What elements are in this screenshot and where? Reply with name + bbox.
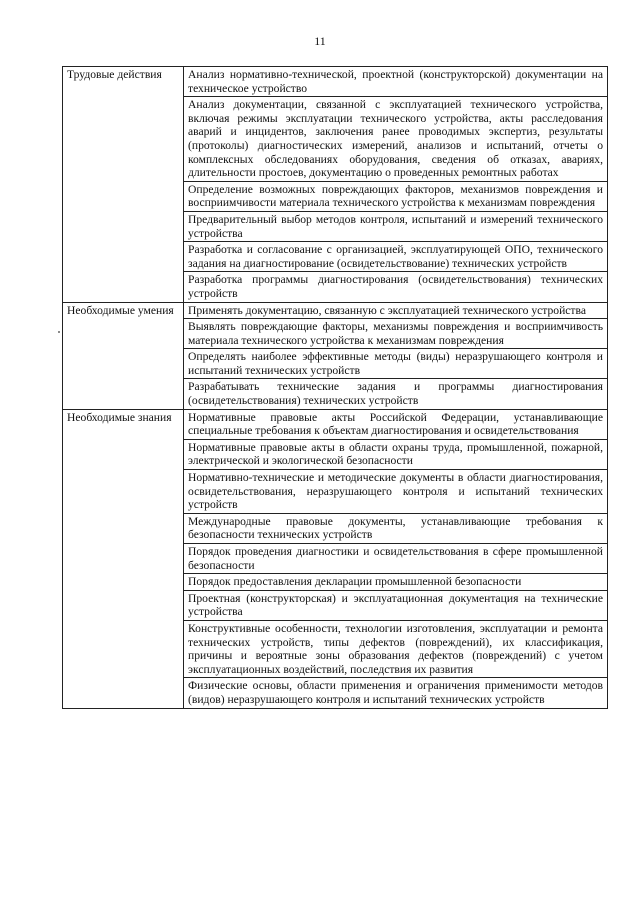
requirement-text: Нормативные правовые акты Российской Федерации, устанавливающие специальные требования к объектам диагностирования и освидетельствования xyxy=(184,409,608,439)
requirement-text: Применять документацию, связанную с эксплуатацией технического устройства xyxy=(184,302,608,319)
requirement-text: Предварительный выбор методов контроля, испытаний и измерений технического устройства xyxy=(184,211,608,241)
requirement-text: Физические основы, области применения и ограничения применимости методов (видов) неразрушающего контроля и испытаний технических устройств xyxy=(184,678,608,708)
section-label-required-knowledge: Необходимые знания xyxy=(63,409,184,708)
qualification-table-body xyxy=(63,67,608,709)
requirement-text: Нормативно-технические и методические документы в области диагностирования, освидетельствования, неразрушающего контроля и испытаний технических устройств xyxy=(184,470,608,514)
requirement-text: Определение возможных повреждающих факторов, механизмов повреждения и восприимчивости материала технического устройства к механизмам повреждения xyxy=(184,181,608,211)
section-label-required-skills: Необходимые умения xyxy=(63,302,184,409)
requirement-text: Разработка программы диагностирования (освидетельствования) технических устройств xyxy=(184,272,608,302)
section-label-labor-actions: Трудовые действия xyxy=(63,67,184,303)
table-row xyxy=(63,302,608,319)
requirement-text: Разработка и согласование с организацией, эксплуатирующей ОПО, технического задания на диагностирование (освидетельствование) технических устройств xyxy=(184,242,608,272)
requirement-text: Международные правовые документы, устанавливающие требования к безопасности технических устройств xyxy=(184,513,608,543)
table-row xyxy=(63,409,608,439)
scan-speck xyxy=(58,331,60,333)
requirement-text: Проектная (конструкторская) и эксплуатационная документация на технические устройства xyxy=(184,590,608,620)
requirement-text: Анализ документации, связанной с эксплуатацией технического устройства, включая режимы эксплуатации технического устройства, акты расследования аварий и инцидентов, заключения ранее проводимых экспертиз, результаты (протоколы) диагностических измерений, анализов и испытаний, отчеты о комплексных обследованиях оборудования, сведения об отказах, авариях, длительности простоев, документацию о проведенных ремонтных работах xyxy=(184,97,608,182)
requirement-text: Выявлять повреждающие факторы, механизмы повреждения и восприимчивость материала технического устройства к механизмам повреждения xyxy=(184,319,608,349)
page-number: 11 xyxy=(314,34,326,48)
requirement-text: Определять наиболее эффективные методы (виды) неразрушающего контроля и испытаний технических устройств xyxy=(184,349,608,379)
requirement-text: Нормативные правовые акты в области охраны труда, промышленной, пожарной, электрической и экологической безопасности xyxy=(184,439,608,469)
qualification-table xyxy=(62,66,608,709)
requirement-text: Анализ нормативно-технической, проектной (конструкторской) документации на техническое устройство xyxy=(184,67,608,97)
requirement-text: Порядок предоставления декларации промышленной безопасности xyxy=(184,574,608,591)
requirement-text: Конструктивные особенности, технологии изготовления, эксплуатации и ремонта технических устройств, типы дефектов (повреждений), их классификация, причины и вероятные зоны образования дефектов (повреждений) с учетом эксплуатационных воздействий, последствия их развития xyxy=(184,620,608,677)
requirement-text: Порядок проведения диагностики и освидетельствования в сфере промышленной безопасности xyxy=(184,544,608,574)
table-row xyxy=(63,67,608,97)
requirement-text: Разрабатывать технические задания и программы диагностирования (освидетельствования) технических устройств xyxy=(184,379,608,409)
